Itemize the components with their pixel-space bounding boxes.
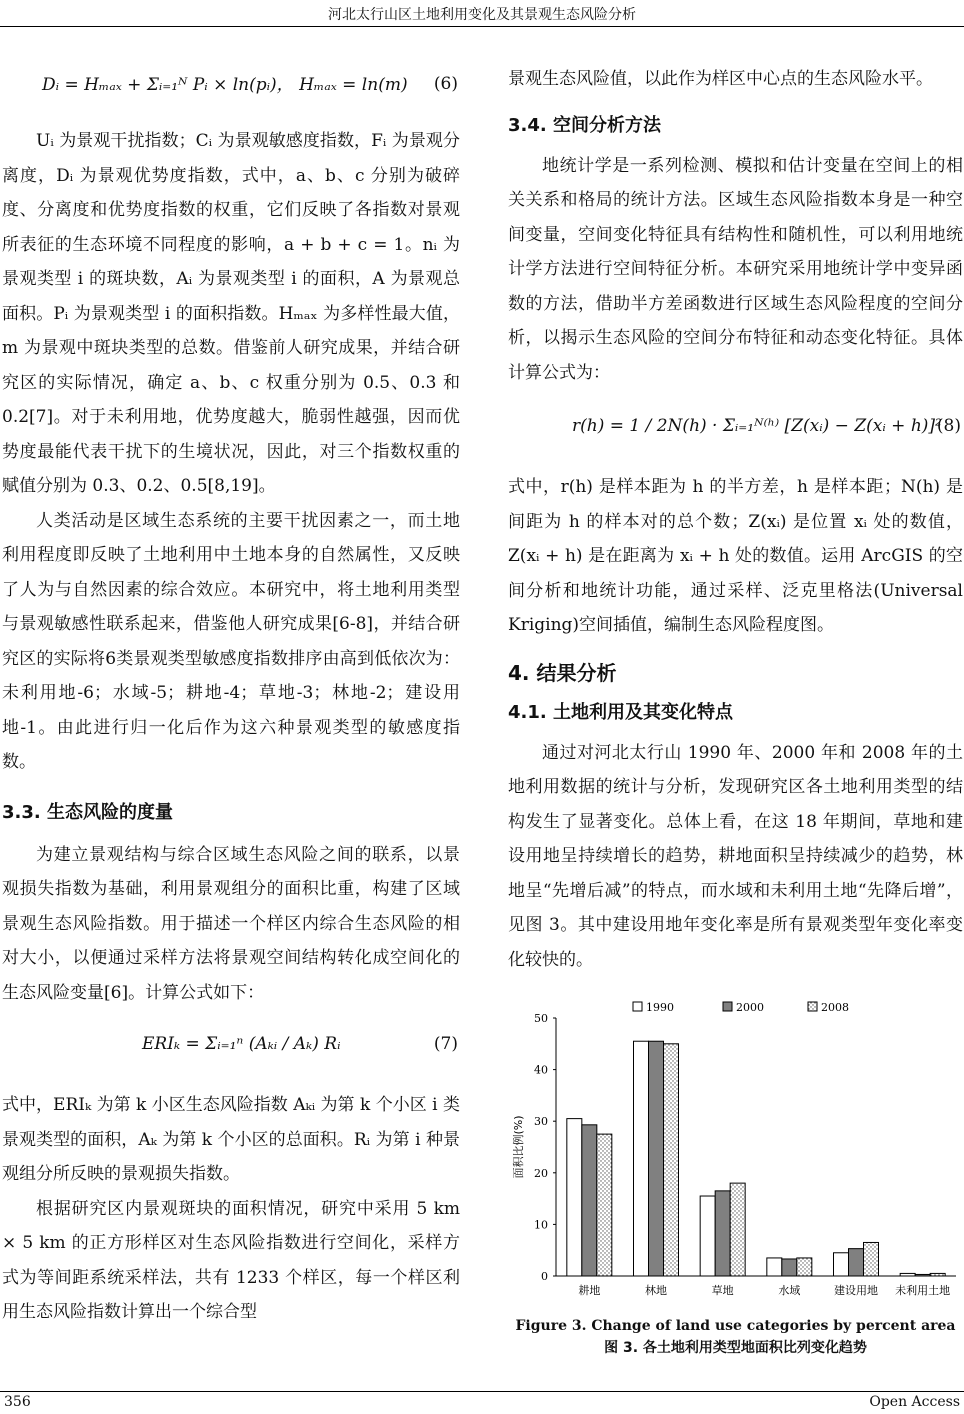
bar-2000-2 — [715, 1191, 730, 1276]
y-tick-label: 30 — [534, 1115, 548, 1129]
bar-1990-0 — [567, 1119, 582, 1276]
heading-3-4: 3.4. 空间分析方法 — [508, 114, 661, 136]
heading-3-3: 3.3. 生态风险的度量 — [2, 801, 173, 823]
bar-2000-3 — [782, 1259, 797, 1276]
y-tick-label: 20 — [534, 1166, 548, 1180]
bar-1990-1 — [634, 1041, 649, 1276]
x-tick-label: 建设用地 — [834, 1284, 878, 1297]
bar-2000-0 — [582, 1125, 597, 1276]
y-tick-label: 40 — [534, 1063, 548, 1077]
paragraph-semivariance: 式中，r(h) 是样本距为 h 的半方差，h 是样本距；N(h) 是间距为 h 的样本对的总个数；Z(xᵢ) 是位置 xᵢ 处的数值，Z(xᵢ + h) 是在距离为 xᵢ + h 处的数值。运用 ArcGIS 的空间分析和地统计功能，通过采样、泛克里格法(Universal Kriging)空间插值，编制生态风险程度图。 — [508, 477, 963, 635]
paragraph-eri-definition: 式中，ERIₖ 为第 k 小区生态风险指数 Aₖᵢ 为第 k 个小区 i 类景观类型的面积，Aₖ 为第 k 个小区的总面积。Rᵢ 为第 i 种景观组分所反映的景观损失指数。 — [2, 1095, 460, 1184]
bar-2008-1 — [664, 1044, 679, 1276]
x-tick-label: 林地 — [645, 1284, 667, 1297]
legend-label-2008: 2008 — [821, 1001, 849, 1014]
equation-6-expr: Dᵢ = Hₘₐₓ + Σᵢ₌₁ᴺ Pᵢ × ln(pᵢ)， Hₘₐₓ = ln(m) — [42, 75, 408, 95]
x-tick-label: 水域 — [778, 1284, 801, 1297]
equation-8-number: (8) — [936, 416, 961, 436]
legend-label-2000: 2000 — [736, 1001, 764, 1014]
equation-7-number: (7) — [433, 1034, 458, 1054]
paragraph-sampling: 根据研究区内景观斑块的面积情况，研究中采用 5 km × 5 km 的正方形样区对生态风险指数进行空间化，采样方式为等间距系统采样法，共有 1233 个样区，每一个样区利用生态风险指数计算出一个综合型 — [2, 1198, 460, 1322]
legend-label-1990: 1990 — [646, 1001, 674, 1014]
bar-2008-5 — [930, 1273, 945, 1276]
heading-4: 4. 结果分析 — [508, 660, 617, 685]
publisher-label: Open Access — [869, 1394, 960, 1410]
bar-2000-1 — [649, 1041, 664, 1276]
bar-2008-3 — [797, 1258, 812, 1276]
bar-1990-2 — [700, 1196, 715, 1276]
equation-7-expr: ERIₖ = Σᵢ₌₁ⁿ (Aₖᵢ / Aₖ) Rᵢ — [142, 1034, 341, 1054]
paragraph-geostatistics: 地统计学是一系列检测、模拟和估计变量在空间上的相关关系和格局的统计方法。区域生态风险指数本身是一种空间变量，空间变化特征具有结构性和随机性，可以利用地统计学方法进行空间特征分析。本研究采用地统计学中变异函数的方法，借助半方差函数进行区域生态风险程度的空间分析，以揭示生态风险的空间分布特征和动态变化特征。具体计算公式为： — [508, 155, 963, 383]
right-column — [508, 62, 963, 977]
legend-swatch-1990 — [633, 1002, 642, 1011]
bar-2008-2 — [730, 1183, 745, 1276]
left-column — [2, 62, 460, 1330]
bar-1990-3 — [767, 1258, 782, 1276]
legend-swatch-2008 — [808, 1002, 817, 1011]
equation-8 — [508, 390, 963, 470]
y-tick-label: 50 — [534, 1012, 548, 1025]
bar-chart — [508, 1000, 963, 1310]
equation-6 — [2, 62, 460, 124]
equation-6-number: (6) — [433, 74, 458, 94]
heading-4-1: 4.1. 土地利用及其变化特点 — [508, 701, 733, 723]
y-tick-label: 10 — [534, 1218, 548, 1232]
x-tick-label: 耕地 — [578, 1284, 601, 1297]
paragraph-indices: Uᵢ 为景观干扰指数；Cᵢ 为景观敏感度指数，Fᵢ 为景观分离度，Dᵢ 为景观优势度指数，式中，a、b、c 分别为破碎度、分离度和优势度指数的权重，它们反映了各指数对景观所表征的生态环境不同程度的影响，a + b + c = 1。nᵢ 为景观类型 i 的斑块数，Aᵢ 为景观类型 i 的面积，A 为景观总面积。Pᵢ 为景观类型 i 的面积指数。Hₘₐₓ 为多样性最大值，m 为景观中斑块类型的总数。借鉴前人研究成果，并结合研究区的实际情况，确定 a、b、c 权重分别为 0.5、0.3 和 0.2[7]。对于未利用地，优势度越大，脆弱性越强，因而优势度最能代表干扰下的生境状况，因此，对三个指数权重的赋值分别为 0.3、0.2、0.5[8,19]。 — [2, 131, 460, 496]
paragraph-land-use-change: 通过对河北太行山 1990 年、2000 年和 2008 年的土地利用数据的统计与分析，发现研究区各土地利用类型的结构发生了显著变化。总体上看，在这 18 年期间，草地和建设用地呈持续增长的趋势，耕地面积呈持续减少的趋势，林地呈“先增后减”的特点，而水域和未利用土地“先降后增”，见图 3。其中建设用地年变化率是所有景观类型年变化率变化较快的。 — [508, 742, 963, 970]
x-tick-label: 未利用土地 — [895, 1284, 951, 1297]
page-number: 356 — [4, 1394, 31, 1410]
footer-rule — [0, 1391, 964, 1392]
figure-caption-zh: 图 3. 各土地利用类型地面积比列变化趋势 — [604, 1340, 867, 1356]
bar-1990-5 — [900, 1273, 915, 1276]
figure-caption-en: Figure 3. Change of land use categories by percent area — [515, 1318, 956, 1334]
y-axis-label: 面积比例(%) — [512, 1115, 525, 1179]
legend-swatch-2000 — [723, 1002, 732, 1011]
paragraph-risk-measure: 为建立景观结构与综合区域生态风险之间的联系，以景观损失指数为基础，利用景观组分的面积比重，构建了区域景观生态风险指数。用于描述一个样区内综合生态风险的相对大小，以便通过采样方法将景观空间结构转化成空间化的生态风险变量[6]。计算公式如下： — [2, 844, 460, 1003]
header-rule — [0, 26, 964, 27]
running-header: 河北太行山区土地利用变化及其景观生态风险分析 — [328, 7, 636, 23]
bar-2000-5 — [915, 1274, 930, 1276]
x-tick-label: 草地 — [711, 1284, 734, 1297]
y-tick-label: 0 — [541, 1270, 548, 1283]
bar-2008-0 — [597, 1134, 612, 1276]
paragraph-sensitivity: 人类活动是区域生态系统的主要干扰因素之一，而土地利用程度即反映了土地利用中土地本身的自然属性，又反映了人为与自然因素的综合效应。本研究中，将土地利用类型与景观敏感性联系起来，借鉴他人研究成果[6-8]，并结合研究区的实际将6类景观类型敏感度指数排序由高到低依次为：未利用地-6；水域-5；耕地-4；草地-3；林地-2；建设用地-1。由此进行归一化后作为这六种景观类型的敏感度指数。 — [2, 510, 460, 772]
equation-7 — [2, 1010, 460, 1088]
bar-1990-4 — [834, 1253, 849, 1276]
bar-2000-4 — [849, 1249, 864, 1276]
paragraph-risk-value: 景观生态风险值，以此作为样区中心点的生态风险水平。 — [508, 69, 933, 89]
figure-3-chart — [508, 1000, 963, 1320]
equation-8-expr: r(h) = 1 / 2N(h) · Σᵢ₌₁ᴺ⁽ʰ⁾ [Z(xᵢ) − Z(xᵢ + h)]² — [572, 416, 942, 436]
bar-2008-4 — [864, 1242, 879, 1276]
